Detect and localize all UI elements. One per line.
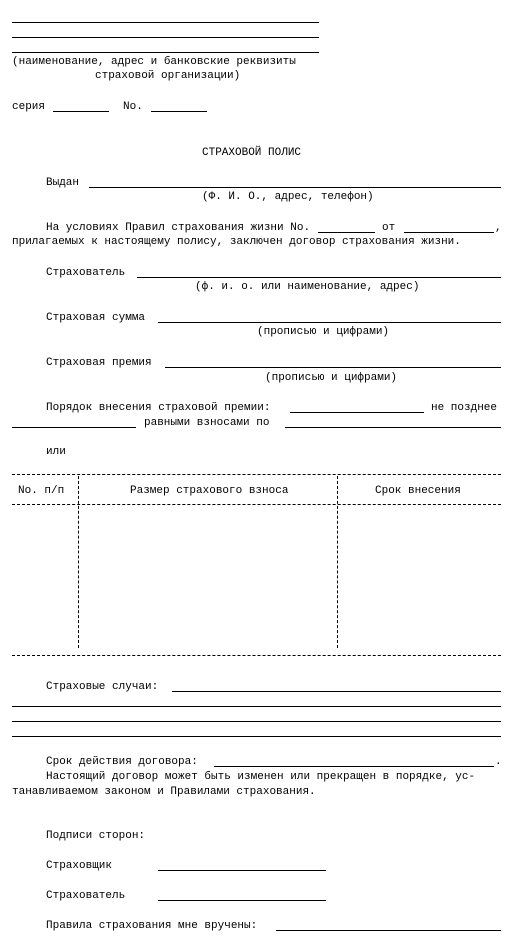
term-text-1: Настоящий договор может быть изменен или прекращен в порядке, ус- (46, 771, 476, 783)
insurer-signature-field[interactable] (158, 870, 326, 871)
terms-text-c: , (495, 222, 502, 234)
page-title: СТРАХОВОЙ ПОЛИС (202, 147, 302, 159)
rules-number-field[interactable] (318, 232, 375, 233)
table-header-separator (12, 504, 501, 505)
issued-label: Выдан (46, 177, 80, 189)
not-later-text: не позднее (431, 402, 498, 414)
policyholder-field[interactable] (137, 277, 501, 278)
events-field-4[interactable] (12, 736, 501, 737)
installment-amount-field[interactable] (285, 427, 501, 428)
or-text: или (46, 446, 66, 458)
rules-received-field[interactable] (276, 930, 501, 931)
payment-label: Порядок внесения страховой премии: (46, 402, 271, 414)
terms-text-a: На условиях Правил страхования жизни No. (46, 222, 311, 234)
insurer-caption-2: страховой организации) (95, 70, 241, 82)
table-top-border (12, 474, 501, 475)
premium-label: Страховая премия (46, 357, 152, 369)
premium-field[interactable] (165, 367, 501, 368)
insurer-signature-label: Страховщик (46, 860, 113, 872)
sum-insured-caption: (прописью и цифрами) (257, 326, 390, 338)
series-label: серия (12, 101, 46, 113)
payment-order-field[interactable] (290, 412, 424, 413)
terms-text-line2: прилагаемых к настоящему полису, заключен договор страхования жизни. (12, 236, 461, 248)
sum-insured-field[interactable] (158, 322, 501, 323)
table-column-divider-1 (78, 476, 79, 648)
table-column-divider-2 (337, 476, 338, 648)
insurer-line-3 (12, 52, 319, 53)
rules-received-label: Правила страхования мне вручены: (46, 920, 258, 932)
term-end: . (495, 756, 502, 768)
number-field[interactable] (151, 111, 207, 112)
table-header-number: No. п/п (18, 485, 65, 497)
term-text-2: танавливаемом законом и Правилами страхования. (12, 786, 316, 798)
number-label: No. (123, 101, 143, 113)
sum-insured-label: Страховая сумма (46, 312, 146, 324)
insurer-line-1 (12, 22, 319, 23)
insurer-line-2 (12, 37, 319, 38)
events-field-3[interactable] (12, 721, 501, 722)
equal-installments-text: равными взносами по (144, 417, 270, 429)
events-field-1[interactable] (172, 691, 501, 692)
policyholder-signature-field[interactable] (158, 900, 326, 901)
premium-caption: (прописью и цифрами) (265, 372, 398, 384)
insurer-caption-1: (наименование, адрес и банковские реквизиты (12, 56, 296, 68)
policyholder-signature-label: Страхователь (46, 890, 126, 902)
payment-deadline-field[interactable] (12, 427, 136, 428)
events-field-2[interactable] (12, 706, 501, 707)
policyholder-caption: (ф. и. о. или наименование, адрес) (195, 281, 420, 293)
rules-date-field[interactable] (404, 232, 494, 233)
issued-field[interactable] (89, 187, 501, 188)
term-field[interactable] (214, 766, 494, 767)
signatures-label: Подписи сторон: (46, 830, 146, 842)
series-field[interactable] (53, 111, 109, 112)
table-header-amount: Размер страхового взноса (130, 485, 289, 497)
table-bottom-border (12, 655, 501, 656)
term-label: Срок действия договора: (46, 756, 198, 768)
issued-caption: (Ф. И. О., адрес, телефон) (202, 191, 374, 203)
terms-text-b: от (382, 222, 396, 234)
table-header-due: Срок внесения (375, 485, 461, 497)
events-label: Страховые случаи: (46, 681, 159, 693)
policyholder-label: Страхователь (46, 267, 126, 279)
